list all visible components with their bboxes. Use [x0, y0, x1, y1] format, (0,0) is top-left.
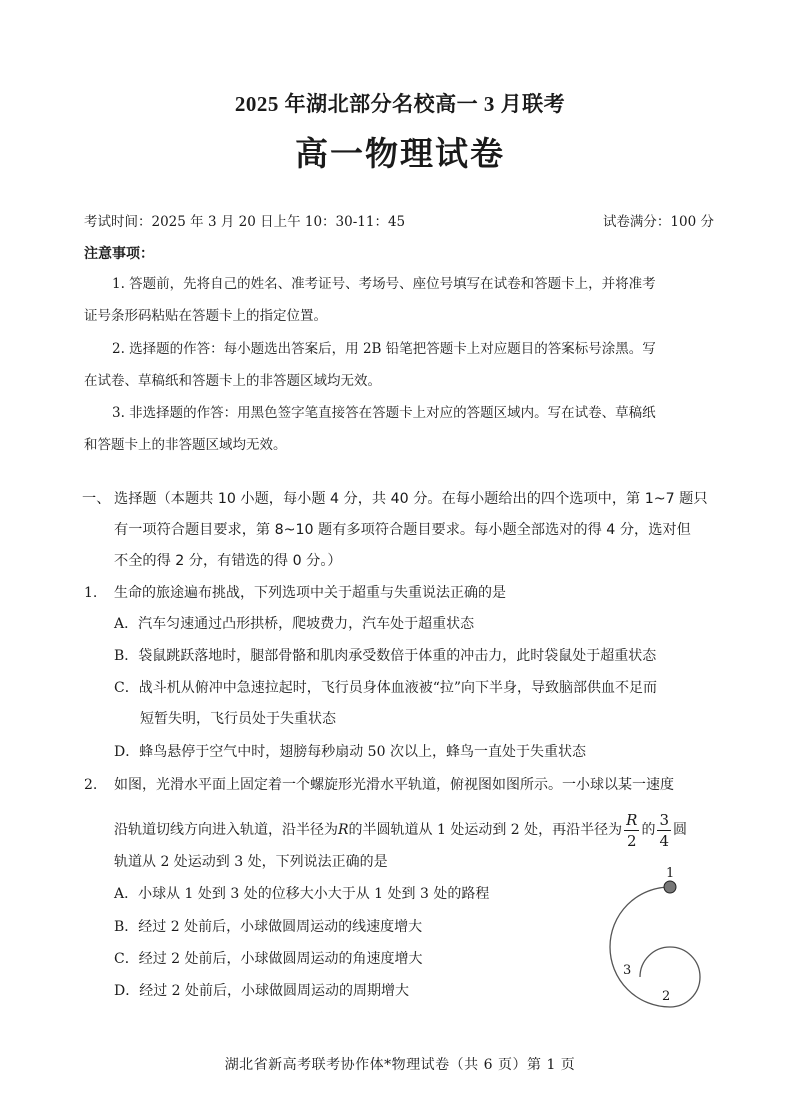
question-1-option-a: A．汽车匀速通过凸形拱桥，爬坡费力，汽车处于超重状态 [114, 616, 475, 632]
paper-title: 高一物理试卷 [295, 134, 505, 173]
question-1-option-c-line-1: C．战斗机从俯冲中急速拉起时，飞行员身体血液被“拉”向下半身，导致脑部供血不足而 [114, 680, 658, 696]
question-2-stem-line-1: 如图，光滑水平面上固定着一个螺旋形光滑水平轨道，俯视图如图所示。一小球以某一速度 [114, 777, 674, 793]
question-1-number: 1. [84, 585, 98, 601]
notice-item-1 [84, 268, 724, 332]
notice-item-2 [84, 333, 724, 397]
point-label-1: 1 [666, 866, 675, 881]
fraction-r-over-2: $\frac{R}{2}$ [626, 810, 638, 850]
notice-item-2-line-1: 2. 选择题的作答：每小题选出答案后，用 2B 铅笔把答题卡上对应题目的答案标号涂黑。写 [112, 341, 656, 357]
spiral-track-figure [570, 862, 730, 1022]
question-1-option-b: B．袋鼠跳跃落地时，腿部骨骼和肌肉承受数倍于体重的冲击力，此时袋鼠处于超重状态 [114, 648, 657, 664]
ball-icon [664, 881, 676, 893]
notice-item-3 [84, 397, 724, 461]
section-number: 一、 [82, 491, 111, 507]
question-2-number: 2. [84, 777, 98, 793]
notice-item-3-line-1: 3. 非选择题的作答：用黑色签字笔直接答在答题卡上对应的答题区域内。写在试卷、草稿纸 [112, 405, 656, 421]
question-2-option-c: C．经过 2 处前后，小球做圆周运动的角速度增大 [114, 951, 423, 967]
notice-item-2-line-2: 在试卷、草稿纸和答题卡上的非答题区域均无效。 [84, 373, 381, 389]
point-label-3: 3 [623, 963, 632, 978]
section-heading-line-2: 有一项符合题目要求，第 8~10 题有多项符合题目要求。每小题全部选对的得 4 分，选对但 [114, 522, 691, 538]
section-1-heading [82, 484, 722, 577]
question-2-option-b: B．经过 2 处前后，小球做圆周运动的线速度增大 [114, 919, 423, 935]
notice-item-1-line-1: 1. 答题前，先将自己的姓名、准考证号、考场号、座位号填写在试卷和答题卡上，并将准考 [112, 276, 656, 292]
exam-series-title: 2025 年湖北部分名校高一 3 月联考 [234, 92, 566, 116]
exam-time: 考试时间：2025 年 3 月 20 日上午 10：30-11：45 [84, 214, 406, 230]
notice-item-3-line-2: 和答题卡上的非答题区域均无效。 [84, 437, 287, 453]
fraction-3-over-4: $\frac{3}{4}$ [659, 810, 670, 850]
notice-title: 注意事项： [84, 246, 154, 262]
point-label-2: 2 [662, 989, 671, 1004]
question-2-option-d: D．经过 2 处前后，小球做圆周运动的周期增大 [114, 983, 410, 999]
notice-item-1-line-2: 证号条形码粘贴在答题卡上的指定位置。 [84, 308, 327, 324]
section-heading-line-1: 选择题（本题共 10 小题，每小题 4 分，共 40 分。在每小题给出的四个选项中，第 1~7 题只 [114, 491, 708, 507]
question-2-option-a: A．小球从 1 处到 3 处的位移大小大于从 1 处到 3 处的路程 [114, 886, 490, 902]
outer-semicircle-track [610, 887, 670, 1007]
section-heading-line-3: 不全的得 2 分，有错选的得 0 分。） [114, 553, 342, 569]
question-1-stem: 生命的旅途遍布挑战，下列选项中关于超重与失重说法正确的是 [114, 585, 506, 601]
question-2-stem-line-3: 轨道从 2 处运动到 3 处，下列说法正确的是 [114, 854, 388, 870]
full-score: 试卷满分：100 分 [602, 214, 714, 230]
page-footer: 湖北省新高考联考协作体*物理试卷（共 6 页）第 1 页 [224, 1057, 576, 1073]
question-1-option-c-line-2: 短暂失明，飞行员处于失重状态 [140, 711, 336, 727]
question-2-stem-line-2: 沿轨道切线方向进入轨道，沿半径为R的半圆轨道从 1 处运动到 2 处，再沿半径为 $\frac{R}{2}$ 的 $\frac{3}{4}$ 圆 [114, 810, 688, 850]
question-1-option-d: D．蜂鸟悬停于空气中时，翅膀每秒扇动 50 次以上，蜂鸟一直处于失重状态 [114, 744, 586, 760]
